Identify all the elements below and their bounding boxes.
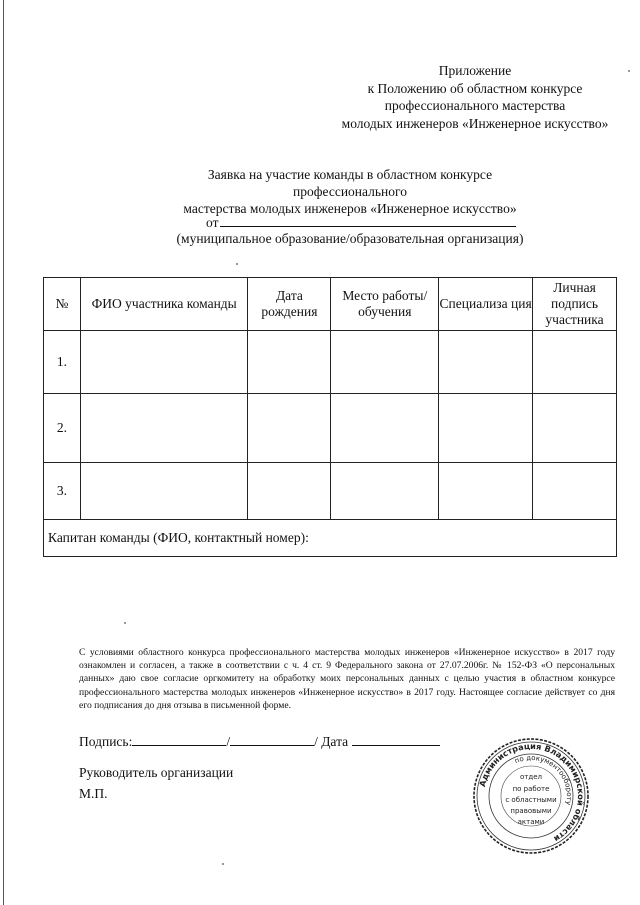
cell-workplace [331,331,439,394]
captain-row [44,520,617,557]
name-blank [230,733,314,746]
row-number: 1. [44,331,81,394]
cell-specialization [439,463,533,520]
cell-birthdate [248,463,331,520]
scan-speck [222,863,224,865]
cell-name [80,463,248,520]
stamp-center-line: отдел [520,773,542,781]
header-specialization: Специализа ция [439,278,533,331]
appendix-line: молодых инженеров «Инженерное искусство» [341,115,609,131]
stamp-center-line: правовыми [510,807,552,815]
appendix-line: к Положению об областном конкурсе [367,80,583,96]
title-line: профессионального [293,184,407,199]
title-line: Заявка на участие команды в областном конкурсе [207,167,493,182]
scan-edge [3,0,4,905]
seal-place-label: М.П. [79,786,108,801]
cell-signature [533,331,617,394]
header-birthdate: Дата рождения [248,278,331,331]
row-number: 3. [44,463,81,520]
stamp-center-line: по работе [512,785,550,793]
header-number: № [44,278,81,331]
table-row [44,463,617,520]
scan-speck [124,622,126,624]
table-header-row [44,278,617,331]
from-caption: (муниципальное образование/образовательная организация) [176,231,524,246]
cell-name [80,394,248,463]
from-label: от [206,215,219,230]
stamp-outer-path: Администрация Владимирской области [476,740,587,845]
document-title [150,166,550,217]
from-field [206,214,516,231]
cell-workplace [331,394,439,463]
header-signature: Личная подпись участника [533,278,617,331]
cell-birthdate [248,394,331,463]
table-row [44,331,617,394]
signature-line [79,733,440,750]
date-label: / Дата [314,734,349,749]
from-blank [220,214,516,227]
stamp-center-line: с областными [505,796,557,804]
signature-blank [132,733,226,746]
organization-head-label: Руководитель организации [79,765,234,780]
scan-speck [236,263,238,265]
table-row [44,394,617,463]
header-workplace: Место работы/ обучения [331,278,439,331]
cell-birthdate [248,331,331,394]
official-stamp [472,737,590,855]
registration-table [43,277,617,557]
title-line: мастерства молодых инженеров «Инженерное искусство» [183,201,517,216]
cell-workplace [331,463,439,520]
stamp-inner-path: по документообороту [513,753,574,806]
scan-speck [628,70,630,72]
cell-signature [533,463,617,520]
cell-specialization [439,394,533,463]
cell-name [80,331,248,394]
stamp-center-line: актами [517,818,545,826]
signature-label: Подпись: [79,734,133,749]
cell-signature [533,394,617,463]
cell-specialization [439,331,533,394]
date-blank [352,733,440,746]
consent-text: С условиями областного конкурса профессионального мастерства молодых инженеров «Инженерное искусство» в 2017 году ознакомлен и согласен, а также в соответствии с ч. 4 ст. 9 Федерального закона от 27.07.2006г. № 152-ФЗ «О персональных данных» даю свое согласие оргкомитету на обработку моих персональных данных с целью участия в областном конкурсе профессионального мастерства молодых инженеров «Инженерное искусство» в 2017 году. Настоящее согласие действует со дня его подписания до дня отзыва в письменной форме. [79,647,615,711]
appendix-block [330,62,620,132]
captain-label: Капитан команды (ФИО, контактный номер): [44,520,617,557]
appendix-line: профессионального мастерства [384,98,566,113]
header-name: ФИО участника команды [80,278,248,331]
appendix-line: Приложение [438,63,512,78]
row-number: 2. [44,394,81,463]
signature-separator: / [226,734,231,749]
